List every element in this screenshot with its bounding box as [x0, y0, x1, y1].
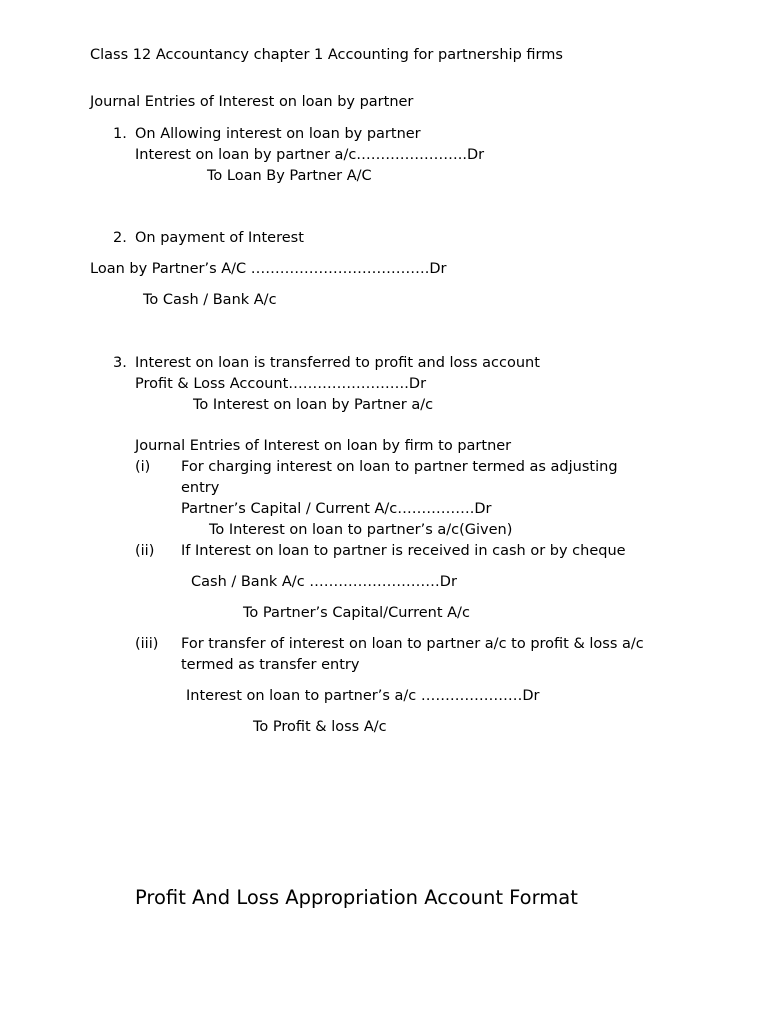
list-item-title: On Allowing interest on loan by partner	[135, 126, 421, 142]
journal-debit-line: Interest on loan to partner’s a/c …………………Dr	[186, 688, 540, 704]
list-item-number: (i)	[135, 459, 151, 475]
document-title: Class 12 Accountancy chapter 1 Accounting for partnership firms	[90, 47, 563, 63]
list-item-number: 1.	[113, 126, 127, 142]
list-item-number: 3.	[113, 355, 127, 371]
list-item-title-continued: entry	[181, 480, 220, 496]
list-item-title-continued: termed as transfer entry	[181, 657, 360, 673]
journal-credit-line: To Interest on loan to partner’s a/c(Given)	[209, 522, 513, 538]
list-item-title: For charging interest on loan to partner termed as adjusting	[181, 459, 618, 475]
journal-debit-line: Partner’s Capital / Current A/c…………….Dr	[181, 501, 492, 517]
journal-credit-line: To Loan By Partner A/C	[207, 168, 372, 184]
list-item-title: For transfer of interest on loan to partner a/c to profit & loss a/c	[181, 636, 644, 652]
section2-heading: Journal Entries of Interest on loan by firm to partner	[135, 438, 512, 454]
journal-credit-line: To Profit & loss A/c	[253, 719, 387, 735]
journal-credit-line: To Partner’s Capital/Current A/c	[243, 605, 470, 621]
journal-debit-line: Interest on loan by partner a/c…………………..Dr	[135, 147, 485, 163]
list-item-title: On payment of Interest	[135, 230, 304, 246]
list-item-title: If Interest on loan to partner is received in cash or by cheque	[181, 543, 626, 559]
journal-credit-line: To Cash / Bank A/c	[143, 292, 277, 308]
journal-credit-line: To Interest on loan by Partner a/c	[193, 397, 434, 413]
list-item-number: (iii)	[135, 636, 159, 652]
journal-debit-line: Cash / Bank A/c ………………………Dr	[191, 574, 457, 590]
footer-heading: Profit And Loss Appropriation Account Format	[135, 886, 578, 909]
list-item-number: (ii)	[135, 543, 155, 559]
list-item-number: 2.	[113, 230, 127, 246]
journal-debit-line: Loan by Partner’s A/C ……………………………….Dr	[90, 261, 447, 277]
list-item-title: Interest on loan is transferred to profit and loss account	[135, 355, 540, 371]
journal-debit-line: Profit & Loss Account…………………….Dr	[135, 376, 427, 392]
section1-heading: Journal Entries of Interest on loan by partner	[90, 94, 414, 110]
